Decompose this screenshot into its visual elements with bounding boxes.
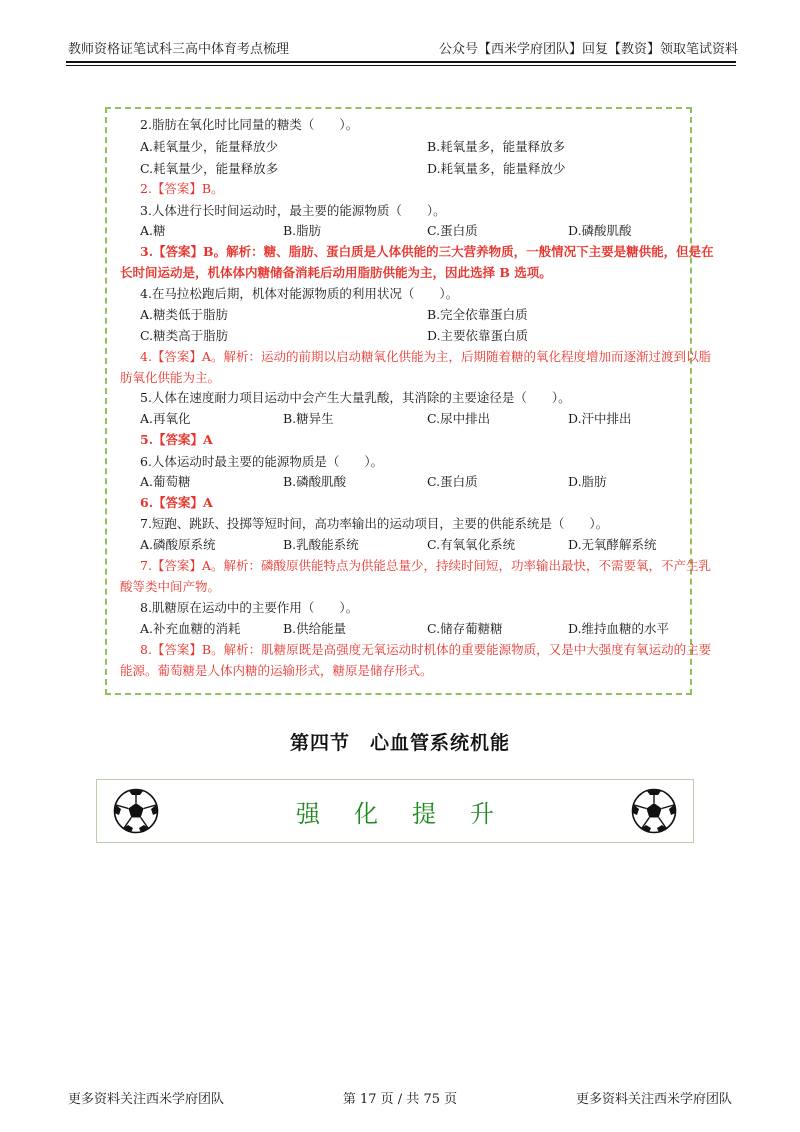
answer-line: 肪氧化供能为主。: [120, 370, 221, 385]
option: A.再氧化: [140, 411, 191, 426]
option: A.糖: [140, 223, 166, 238]
option: A.磷酸原系统: [140, 537, 216, 552]
header-rule: [66, 61, 736, 63]
question-stem: 2.脂肪在氧化时比同量的糖类（ ）。: [140, 117, 359, 132]
section-title: 第四节 心血管系统机能: [289, 732, 510, 754]
answer-line: 长时间运动是，机体体内糖储备消耗后动用脂肪供能为主，因此选择 B 选项。: [120, 265, 552, 280]
option: C.蛋白质: [427, 223, 478, 238]
question-stem: 3.人体进行长时间运动时，最主要的能源物质（ ）。: [140, 203, 446, 218]
option: D.磷酸肌酸: [568, 223, 632, 238]
option: B.脂肪: [283, 223, 322, 238]
strengthen-banner: [96, 779, 694, 843]
answer-line: 3.【答案】B。解析：糖、脂肪、蛋白质是人体供能的三大营养物质，一般情况下主要是糖供能，但是在: [140, 244, 714, 259]
option: C.有氧氧化系统: [427, 537, 516, 552]
answer-line: 7.【答案】A。解析：磷酸原供能特点为供能总量少，持续时间短，功率输出最快，不需要氧，不产生乳: [140, 558, 711, 573]
question-box: [105, 107, 714, 695]
header-promo: 公众号【西米学府团队】回复【教资】领取笔试资料: [438, 42, 738, 57]
question-stem: 8.肌糖原在运动中的主要作用（ ）。: [140, 600, 359, 615]
option: D.无氧酵解系统: [568, 537, 657, 552]
answer-line: 8.【答案】B。解析：肌糖原既是高强度无氧运动时机体的重要能源物质，又是中大强度有氧运动的主要: [140, 642, 712, 657]
answer-line: 4.【答案】A。解析：运动的前期以启动糖氧化供能为主，后期随着糖的氧化程度增加而逐渐过渡到以脂: [140, 349, 711, 364]
option: A.葡萄糖: [140, 474, 191, 489]
option: B.糖异生: [283, 411, 334, 426]
option: A.糖类低于脂肪: [140, 307, 229, 322]
option: B.耗氧量多，能量释放多: [427, 139, 566, 154]
option: A.补充血糖的消耗: [140, 621, 241, 636]
option: D.脂肪: [568, 474, 607, 489]
option: A.耗氧量少，能量释放少: [140, 139, 279, 154]
option: D.维持血糖的水平: [568, 621, 670, 636]
question-stem: 4.在马拉松跑后期，机体对能源物质的利用状况（ ）。: [140, 286, 459, 301]
option: C.糖类高于脂肪: [140, 328, 229, 343]
option: C.耗氧量少，能量释放多: [140, 161, 279, 176]
option: C.蛋白质: [427, 474, 478, 489]
footer-right-text: 更多资料关注西米学府团队: [575, 1092, 732, 1107]
footer-left-text: 更多资料关注西米学府团队: [68, 1092, 225, 1107]
answer-line: 6.【答案】A: [140, 495, 213, 510]
option: B.乳酸能系统: [283, 537, 359, 552]
page-number: 第 17 页 / 共 75 页: [342, 1092, 458, 1107]
option: D.主要依靠蛋白质: [427, 328, 529, 343]
option: C.储存葡糖糖: [427, 621, 503, 636]
question-stem: 7.短跑、跳跃、投掷等短时间，高功率输出的运动项目，主要的供能系统是（ ）。: [140, 516, 609, 531]
answer-line: 能源。葡萄糖是人体内糖的运输形式，糖原是储存形式。: [120, 663, 433, 678]
question-stem: 6.人体运动时最主要的能源物质是（ ）。: [140, 454, 384, 469]
answer-line: 5.【答案】A: [140, 432, 213, 447]
option: B.完全依靠蛋白质: [427, 307, 528, 322]
header-rule-thin: [66, 65, 736, 66]
question-stem: 5.人体在速度耐力项目运动中会产生大量乳酸，其消除的主要途径是（ ）。: [140, 390, 571, 405]
soccer-ball-icon: [631, 788, 677, 834]
banner-text: 强化提升: [296, 800, 528, 828]
option: C.尿中排出: [427, 411, 491, 426]
answer-line: 2.【答案】B。: [140, 181, 224, 196]
option: D.耗氧量多，能量释放少: [427, 161, 566, 176]
option: B.磷酸肌酸: [283, 474, 347, 489]
option: B.供给能量: [283, 621, 347, 636]
option: D.汗中排出: [568, 411, 632, 426]
answer-line: 酸等类中间产物。: [120, 579, 221, 594]
header-doc-title: 教师资格证笔试科三高中体育考点梳理: [68, 42, 290, 57]
